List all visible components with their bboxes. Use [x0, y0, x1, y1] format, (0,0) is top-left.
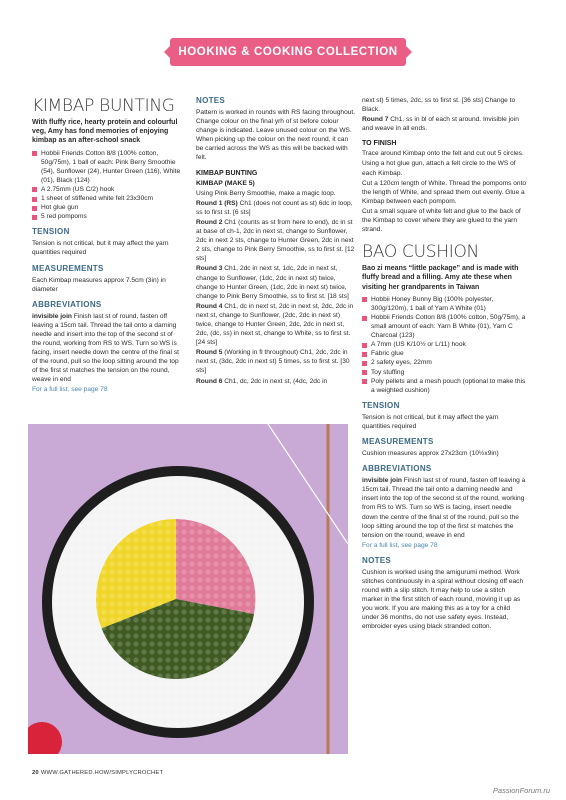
material-item: Hobbii Friends Cotton 8/8 (100% cotton, 50g/75m), 1 ball of each: Pink Berry Smoothie (54), Sunflower (24), Hunter Green (116), White (01), Black (124) — [32, 149, 182, 185]
pattern-round — [196, 302, 356, 347]
footer-url: WWW.GATHERED.HOW/SIMPLYCROCHET — [40, 770, 164, 776]
material-item: Hobbii Friends Cotton 8/8 (100% cotton, 50g/75m), a small amount of each: Yarn B White (01), Yarn C Charcoal (123) — [362, 313, 527, 340]
material-item: Poly pellets and a mesh pouch (optional to make this a weighted cushion) — [362, 377, 527, 395]
abbreviation-entry — [32, 312, 182, 385]
material-item: A 7mm (US K/10½ or L/11) hook — [362, 340, 527, 349]
tension-text: Tension is not critical, but it may affect the yarn quantities required — [362, 413, 499, 430]
kimbap-lead: With fluffy rice, hearty protein and colourful veg, Amy has fond memories of enjoying kimbap as an after-school snack — [32, 119, 178, 145]
abbreviation-text: Finish last st of round, fasten off leaving a 15cm tail. Thread the tail onto a darning needle and insert into the top of the second st of the round, working from RS to WS. Turn so WS is facing, insert needle down the centre of the final st of the round, pull so the loop sitting around the top of the first st matches the tension on the round, weave in end — [362, 477, 526, 539]
pattern-continued: next st) 5 times, 2dc, ss to first st. [36 sts] Change to Black. — [362, 97, 516, 114]
banner-text: HOOKING & COOKING COLLECTION — [178, 46, 398, 58]
finish-step: Cut a 120cm length of White. Thread the pompoms onto the length of White, and spread them out evenly. Glue a Kimbap between each pompom. — [362, 179, 527, 205]
notes-heading: NOTES — [196, 96, 226, 105]
round-text: Ch1 (counts as st from here to end), dc in st at base of ch-1, 2dc in next st, change to Sunflower, 2dc in next 2 sts, change to Hunter Green, 2dc in next 2 sts, change to Pink Berry Smoothie, ss to first st. [12 sts] — [196, 218, 355, 263]
finish-step: Trace around Kimbap onto the felt and cut out 5 circles. — [362, 150, 524, 158]
notes-heading: NOTES — [362, 555, 392, 565]
to-finish-heading: TO FINISH — [362, 140, 397, 148]
full-list-link[interactable]: For a full list, see page 78 — [362, 541, 438, 549]
pattern-round — [196, 348, 356, 375]
kimbap-make-heading: KIMBAP (MAKE 5) — [196, 179, 255, 187]
abbreviations-heading: ABBREVIATIONS — [362, 464, 432, 474]
abbreviation-term: invisible join — [362, 477, 402, 485]
round-label: Round 7 — [362, 116, 389, 124]
abbreviations-heading: ABBREVIATIONS — [32, 299, 102, 309]
finish-step: Cut a small square of white felt and glue to the back of the Kimbap to cover where they are glued to the yarn strand. — [362, 207, 521, 234]
material-item: 2 safety eyes, 22mm — [362, 358, 527, 367]
round-label: Round 3 — [196, 265, 223, 273]
round-label: Round 2 — [196, 218, 223, 226]
round-label: Round 4 — [196, 302, 223, 310]
material-item: Hot glue gun — [32, 203, 182, 212]
bao-title: BAO CUSHION — [362, 242, 479, 263]
finish-step: Using a hot glue gun, attach a felt circle to the WS of each Kimbap. — [362, 160, 516, 177]
pattern-round — [196, 218, 356, 263]
abbreviation-entry — [362, 476, 527, 540]
measurements-text: Each Kimbap measures approx 7.5cm (3in) in diameter — [32, 276, 166, 293]
material-item: 1 sheet of stiffened white felt 23x30cm — [32, 194, 182, 203]
material-item: Toy stuffing — [362, 368, 527, 377]
round-text: Ch1, dc, 2dc in next st, (4dc, 2dc in — [222, 377, 328, 385]
kimbap-materials-list — [32, 149, 182, 222]
pattern-round — [196, 199, 356, 217]
pattern-intro: Using Pink Berry Smoothie, make a magic loop. — [196, 189, 336, 197]
round-text: Ch1, ss in bl of each st around. Invisible join and weave in all ends. — [362, 116, 519, 133]
pattern-round — [362, 115, 527, 133]
bao-lead: Bao zi means “little package” and is made with fluffy bread and a filling. Amy ate these when visiting her grandparents in Taiwan — [362, 265, 519, 291]
notes-text: Cushion is worked using the amigurumi method. Work stitches continuously in a spiral without closing off each round with a slip stitch. It may help to use a stitch marker in the first stitch of each round, moving it up as you work. If you are making this as a toy for a child under 36 months, do not use safety eyes. Instead, embroider eyes using black stranded cotton. — [362, 568, 524, 631]
column-2 — [196, 96, 356, 387]
kimbap-illustration — [28, 424, 348, 754]
column-1 — [32, 96, 182, 396]
tension-text: Tension is not critical, but it may affect the yarn quantities required — [32, 240, 169, 257]
pattern-round — [196, 377, 356, 386]
material-item: A 2.75mm (US C/2) hook — [32, 185, 182, 194]
abbreviation-term: invisible join — [32, 312, 72, 320]
section-banner — [170, 38, 406, 66]
kimbap-bunting-heading: KIMBAP BUNTING — [196, 169, 258, 177]
tension-heading: TENSION — [32, 227, 70, 237]
notes-text: Pattern is worked in rounds with RS facing throughout. Change colour on the final yrh of st before colour change is indicated. Leave unused colour on the WS. When picking up the colour on the next round, it can be carried across the WS as this will be backed with felt. — [196, 109, 356, 162]
material-item: Hobbii Honey Bunny Big (100% polyester, 300g/120m), 1 ball of Yarn A White (01) — [362, 295, 527, 313]
round-text: (Working in fl throughout) Ch1, 2dc, 2dc in next st, (3dc, 2dc in next st) 5 times, ss to first st. [30 sts] — [196, 349, 350, 375]
kimbap-title: KIMBAP BUNTING — [32, 96, 175, 116]
abbreviation-text: Finish last st of round, fasten off leaving a 15cm tail. Thread the tail onto a darning needle and insert into the top of the second st of the round, working from RS to WS. Turn so WS is facing, insert needle down the centre of the final st of the round, pull so the loop sitting around the top of the first st matches the tension on the round, weave in end — [32, 312, 179, 384]
measurements-heading: MEASUREMENTS — [362, 437, 434, 447]
watermark: PassionForum.ru — [492, 786, 550, 795]
round-text: Ch1 (does not count as st) 6dc in loop, ss to first st. [6 sts] — [196, 199, 353, 216]
round-text: Ch1, dc in next st, 2dc in next st, 2dc, 2dc in next st, change to Sunflower, (2dc, 2dc in next st) twice, change to Hunter Green, 2dc, 2dc in next st, 2dc, (dc, ss) in next st, change to White, ss to first st. [24 sts] — [196, 302, 354, 347]
full-list-link[interactable]: For a full list, see page 78 — [32, 386, 108, 394]
material-item: Fabric glue — [362, 349, 527, 358]
round-label: Round 1 (RS) — [196, 199, 238, 207]
page-footer — [32, 770, 163, 776]
tension-heading: TENSION — [362, 400, 400, 410]
measurements-text: Cushion measures approx 27x23cm (10½x9in) — [362, 450, 499, 458]
column-3 — [362, 96, 527, 633]
material-item: 5 red pompoms — [32, 212, 182, 221]
pattern-round — [196, 264, 356, 300]
round-text: Ch1, 2dc in next st, 1dc, 2dc in next st, change to Sunflower, (1dc, 2dc in next st) twice, change to Hunter Green, (1dc, 2dc in next st) twice, change to Pink Berry Smoothie, ss to first st. [18 sts] — [196, 265, 349, 300]
measurements-heading: MEASUREMENTS — [32, 263, 104, 273]
page-number: 20 — [32, 770, 39, 776]
kimbap-photo — [28, 424, 348, 754]
bao-materials-list — [362, 295, 527, 395]
round-label: Round 5 — [196, 349, 223, 357]
round-label: Round 6 — [196, 377, 223, 385]
